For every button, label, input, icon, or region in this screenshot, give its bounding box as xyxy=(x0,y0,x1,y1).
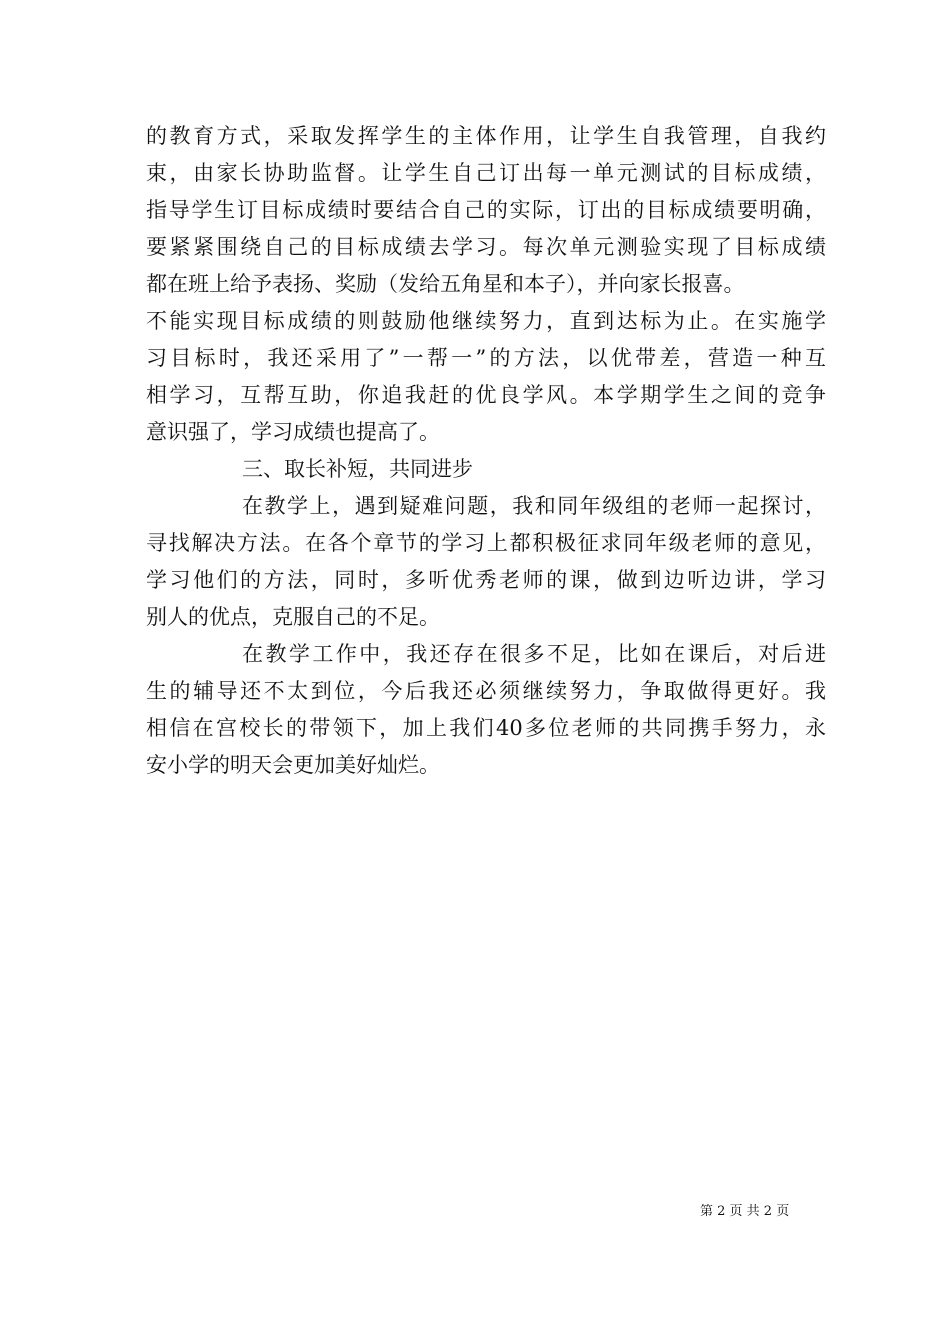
text-line: 别人的优点，克服自己的不足。 xyxy=(146,605,440,629)
paragraph-goals xyxy=(146,118,826,451)
text-line: 习目标时，我还采用了”一帮一”的方法，以优带差，营造一种互 xyxy=(146,346,826,370)
document-body xyxy=(146,118,826,784)
section-heading xyxy=(146,451,826,488)
text-line: 相学习，互帮互助，你追我赶的优良学风。本学期学生之间的竞争 xyxy=(146,383,826,407)
text-line: 的教育方式，采取发挥学生的主体作用，让学生自我管理，自我约 xyxy=(146,124,826,148)
text-line: 相信在宫校长的带领下，加上我们40多位老师的共同携手努力，永 xyxy=(146,716,826,740)
page-number-footer: 第 2 页 共 2 页 xyxy=(700,1204,790,1219)
text-line: 在教学工作中，我还存在很多不足，比如在课后，对后进 xyxy=(242,642,826,666)
text-line: 不能实现目标成绩的则鼓励他继续努力，直到达标为止。在实施学 xyxy=(146,309,826,333)
text-line: 束，由家长协助监督。让学生自己订出每一单元测试的目标成绩， xyxy=(146,161,826,185)
text-line: 都在班上给予表扬、奖励（发给五角星和本子），并向家长报喜。 xyxy=(146,272,745,296)
text-line: 安小学的明天会更加美好灿烂。 xyxy=(146,753,440,777)
text-line: 指导学生订目标成绩时要结合自己的实际，订出的目标成绩要明确， xyxy=(146,198,826,222)
text-line: 要紧紧围绕自己的目标成绩去学习。每次单元测验实现了目标成绩 xyxy=(146,235,826,259)
text-line: 在教学上，遇到疑难问题，我和同年级组的老师一起探讨， xyxy=(242,494,826,518)
text-line: 意识强了，学习成绩也提高了。 xyxy=(146,420,440,444)
text-line: 生的辅导还不太到位，今后我还必须继续努力，争取做得更好。我 xyxy=(146,679,826,703)
heading-line: 三、取长补短，共同进步 xyxy=(242,457,473,481)
paragraph-collaboration xyxy=(146,488,826,636)
text-line: 学习他们的方法，同时，多听优秀老师的课，做到边听边讲，学习 xyxy=(146,568,826,592)
paragraph-reflection xyxy=(146,636,826,784)
text-line: 寻找解决方法。在各个章节的学习上都积极征求同年级老师的意见， xyxy=(146,531,826,555)
